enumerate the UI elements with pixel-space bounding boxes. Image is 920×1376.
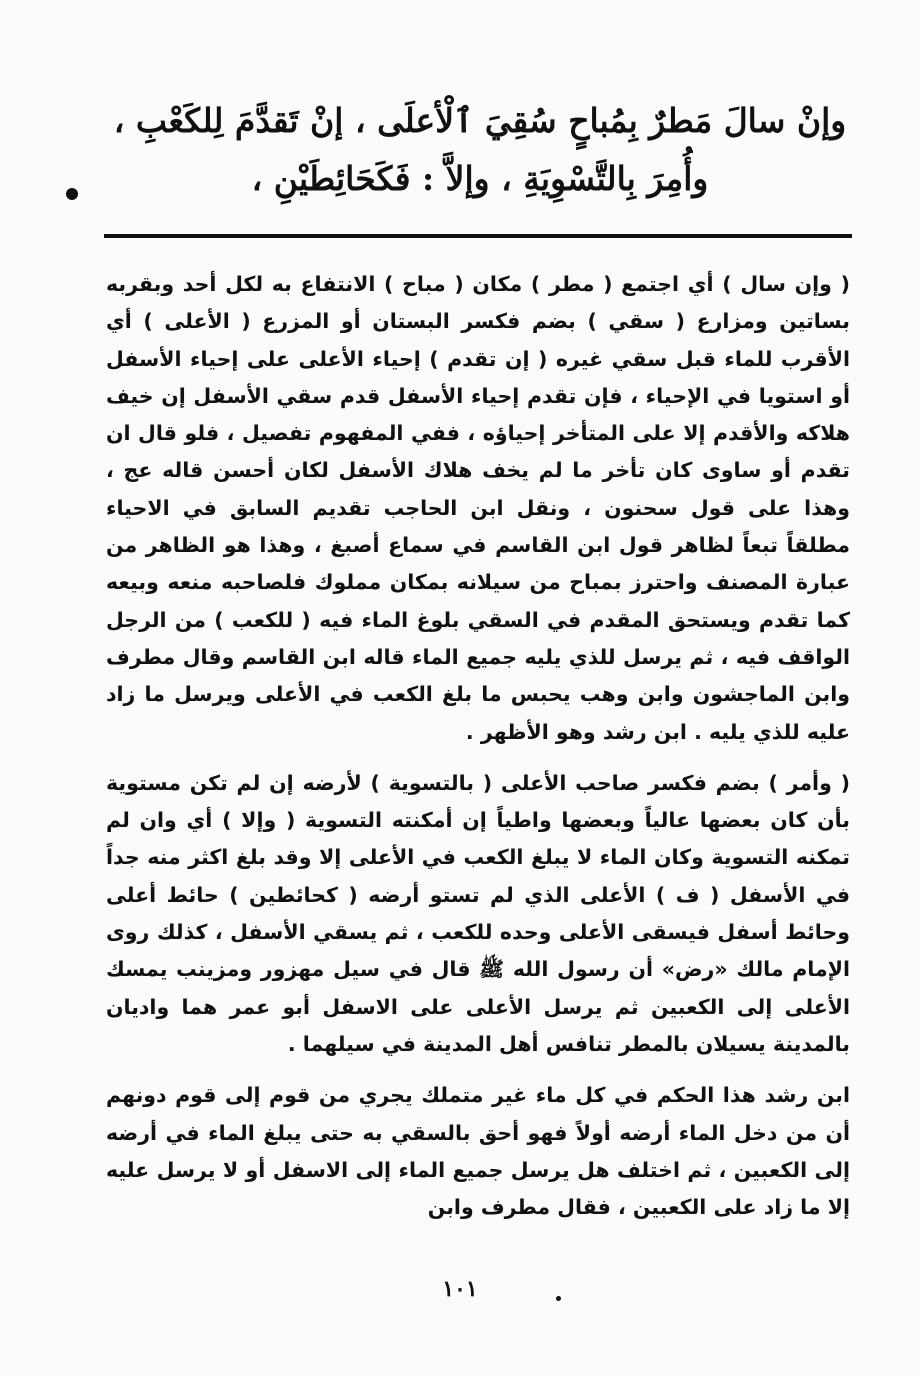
- verse-line: وإنْ سالَ مَطرٌ بِمُباحٍ سُقِيَ ٱلْأعلَى ، إنْ تَقدَّمَ لِلكَعْبِ ،: [113, 101, 847, 140]
- commentary-paragraph: ابن رشد هذا الحكم في كل ماء غير متملك يجري من قوم إلى قوم دونهم أن من دخل الماء أرضه أولاً فهو أحق بالسقي به حتى يبلغ الماء في أرضه إلى الكعبين ، ثم اختلف هل يرسل جميع الماء إلى الاسفل أو لا يرسل عليه إلا ما زاد على الكعبين ، فقال مطرف وابن: [106, 1083, 850, 1220]
- commentary-paragraph: ( وأمر ) بضم فكسر صاحب الأعلى ( بالتسوية ) لأرضه إن لم تكن مستوية بأن كان بعضها عالياً وبعضها واطياً إن أمكنته التسوية ( وإلا ) أي وان لم تمكنه التسوية وكان الماء لا يبلغ الكعب في الأعلى إلا وقد بلغ اكثر منه جداً في الأسفل ( ف ) الأعلى الذي لم تستو أرضه ( كحائطين ) حائط أعلى وحائط أسفل فيسقى الأعلى وحده للكعب ، ثم يسقي الأسفل ، كذلك روى الإمام مالك «رض» أن رسول الله ﷺ قال في سيل مهزور ومزينب يمسك الأعلى إلى الكعبين ثم يرسل الأعلى على الاسفل أبو عمر هما واديان بالمدينة يسيلان بالمطر تنافس أهل المدينة في سيلهما .: [106, 770, 850, 1056]
- page-number: ١٠١: [442, 1276, 478, 1302]
- verse-header: [110, 92, 850, 208]
- footer-dot: [556, 1296, 561, 1301]
- verse-line: وأُمِرَ بِالتَّسْوِيَةِ ، وإلاَّ : فَكَحَائِطَيْنِ ،: [251, 159, 709, 198]
- header-divider: [104, 234, 852, 238]
- commentary-paragraph: ( وإن سال ) أي اجتمع ( مطر ) مكان ( مباح ) الانتفاع به لكل أحد وبقربه بساتين ومزارع ( سقي ) بضم فكسر البستان أو المزرع ( الأعلى ) أي الأقرب للماء قبل سقي غيره ( إن تقدم ) إحياء الأعلى على إحياء الأسفل أو استويا في الإحياء ، فإن تقدم إحياء الأسفل قدم سقي الأسفل إن خيف هلاكه والأقدم إلا على المتأخر إحياؤه ، ففي المفهوم تفصيل ، فلو قال ان تقدم أو ساوى كان تأخر ما لم يخف هلاك الأسفل لكان أحسن قاله عج ، وهذا على قول سحنون ، ونقل ابن الحاجب تقديم السابق في الاحياء مطلقاً تبعاً لظاهر قول ابن القاسم في سماع أصبغ ، وهذا هو الظاهر من عبارة المصنف واحترز بمباح من سيلانه بمكان مملوك فلصاحبه منعه وبيعه كما تقدم ويستحق المقدم في السقي بلوغ الماء فيه ( للكعب ) من الرجل الواقف فيه ، ثم يرسل للذي يليه جميع الماء قاله ابن القاسم وقال مطرف وابن الماجشون وابن وهب يحبس ما بلغ الكعب في الأعلى ويرسل ما زاد عليه للذي يليه . ابن رشد وهو الأظهر .: [106, 272, 850, 744]
- commentary-body: [106, 266, 850, 1226]
- margin-dot: [66, 188, 78, 200]
